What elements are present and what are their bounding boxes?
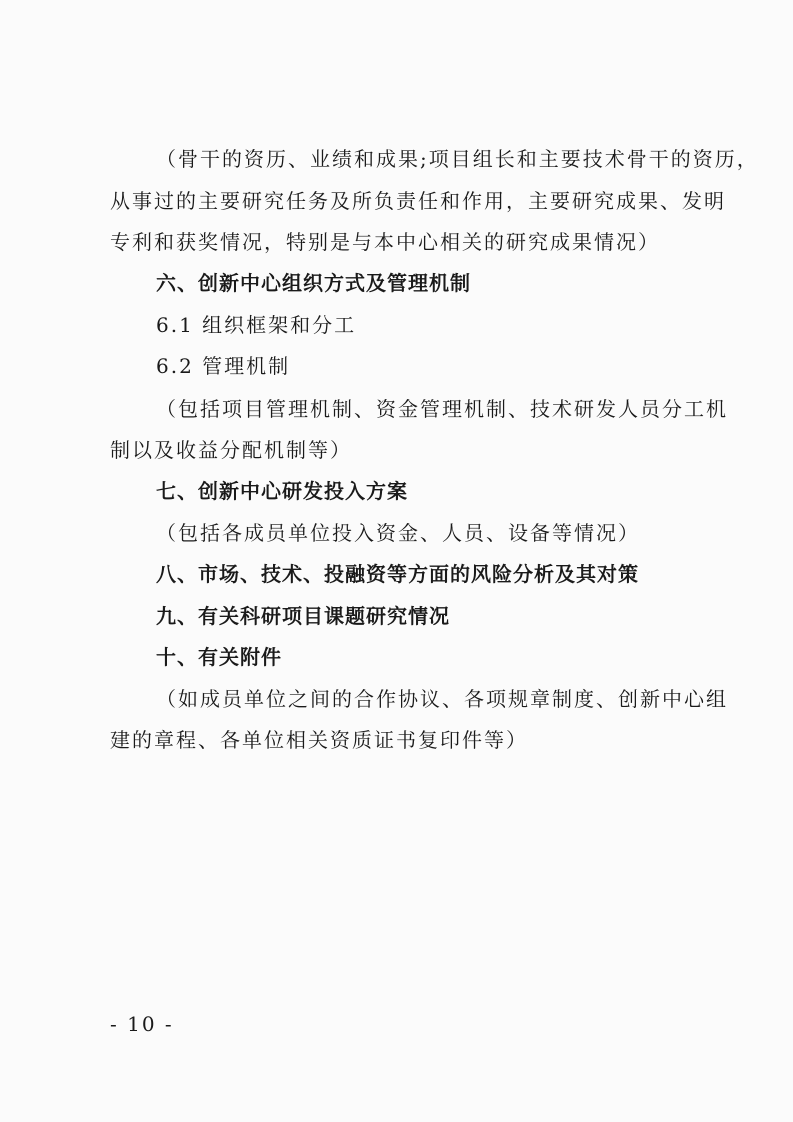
paragraph-line: 从事过的主要研究任务及所负责任和作用，主要研究成果、发明: [110, 189, 726, 213]
section-heading: 七、创新中心研发投入方案: [156, 479, 408, 503]
section-heading: 六、创新中心组织方式及管理机制: [156, 271, 471, 295]
section-heading: 十、有关附件: [156, 645, 282, 669]
paragraph-line: （包括各成员单位投入资金、人员、设备等情况）: [156, 521, 640, 545]
paragraph-line: 制以及收益分配机制等）: [110, 438, 352, 462]
paragraph-line: （如成员单位之间的合作协议、各项规章制度、创新中心组: [156, 687, 728, 711]
paragraph-line: 专利和获奖情况，特别是与本中心相关的研究成果情况）: [110, 230, 660, 254]
paragraph-line: （骨干的资历、业绩和成果;项目组长和主要技术骨干的资历，: [156, 147, 759, 171]
section-heading: 九、有关科研项目课题研究情况: [156, 604, 450, 628]
subsection-heading: 6.2 管理机制: [156, 354, 291, 378]
paragraph-line: 建的章程、各单位相关资质证书复印件等）: [110, 728, 528, 752]
page-number: - 10 -: [110, 1012, 174, 1036]
paragraph-line: （包括项目管理机制、资金管理机制、技术研发人员分工机: [156, 397, 728, 421]
subsection-heading: 6.1 组织框架和分工: [156, 313, 357, 337]
section-heading: 八、市场、技术、投融资等方面的风险分析及其对策: [156, 562, 639, 586]
